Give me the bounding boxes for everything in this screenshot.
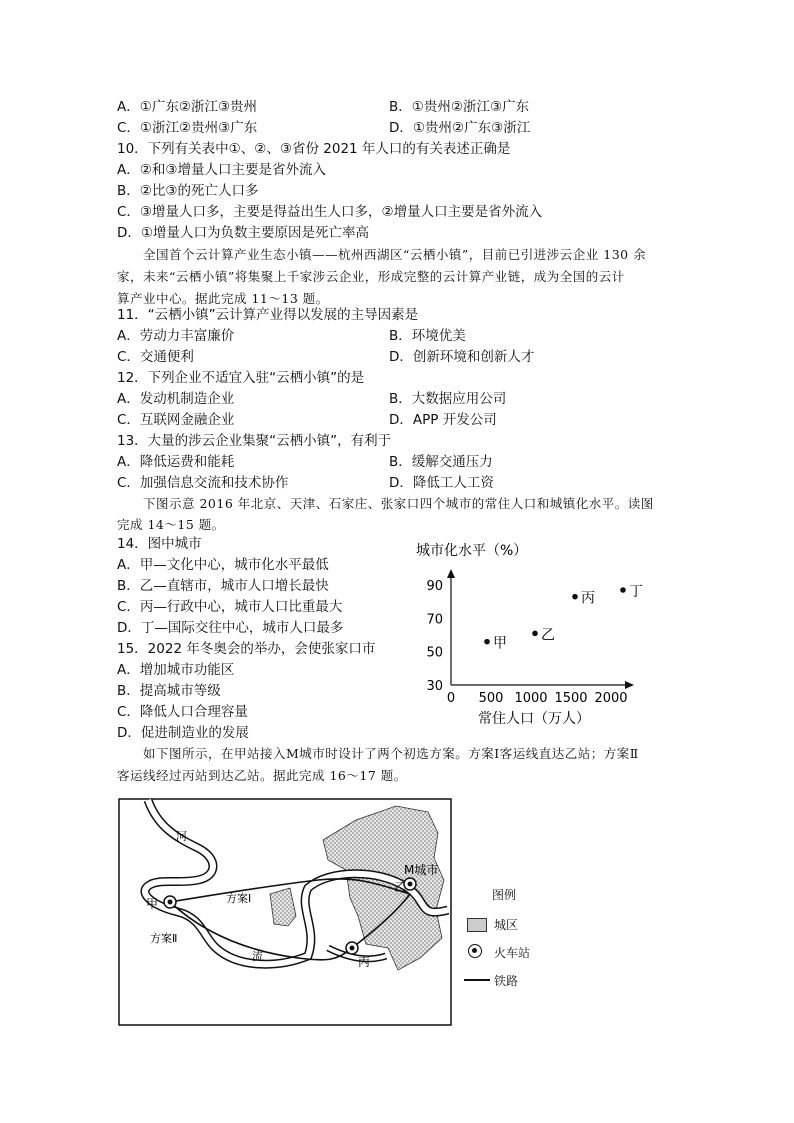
data-point [484, 639, 490, 645]
q12-option-b: B．大数据应用公司 [389, 391, 507, 407]
q12-option-c: C．互联网金融企业 [117, 412, 235, 428]
chart-xlabel: 常住人口（万人） [478, 711, 590, 727]
x-tick-label: 2000 [594, 691, 628, 706]
railway-plan-map [118, 798, 548, 1026]
urbanization-scatter-chart [400, 535, 650, 735]
legend-station-icon [468, 944, 482, 958]
q13-option-b: B．缓解交通压力 [389, 454, 493, 470]
data-point-label: 乙 [541, 627, 555, 644]
q11-stem: 11．“云栖小镇”云计算产业得以发展的主导因素是 [117, 307, 419, 323]
label-station-yi: 乙 [394, 880, 407, 894]
station-bing-dot [350, 946, 355, 951]
x-tick-label: 500 [478, 691, 504, 706]
q13-option-a: A．降低运费和能耗 [117, 454, 235, 470]
y-tick-label: 50 [426, 645, 443, 661]
q10-option-a: A．②和③增量人口主要是省外流入 [117, 162, 326, 178]
x-tick-label: 1000 [514, 691, 548, 706]
legend-station-label: 火车站 [494, 946, 531, 960]
q13-stem: 13．大量的涉云企业集聚“云栖小镇”，有利于 [117, 433, 392, 449]
q13-option-c: C．加强信息交流和技术协作 [117, 475, 289, 491]
q14-option-d: D．丁—国际交往中心，城市人口最多 [117, 620, 344, 636]
legend-rail-line [464, 979, 490, 981]
legend-urban-swatch [467, 918, 487, 932]
x-axis-arrow [625, 681, 634, 689]
legend-urban-label: 城区 [494, 918, 519, 932]
data-point-label: 丁 [629, 584, 643, 600]
y-tick-label: 30 [426, 679, 443, 694]
q15-option-c: C．降低人口合理容量 [117, 704, 248, 720]
y-tick-label: 90 [426, 579, 443, 594]
q11-option-a: A．劳动力丰富廉价 [117, 328, 235, 344]
q11-option-c: C．交通便利 [117, 349, 194, 365]
label-river-1: 河 [176, 830, 187, 843]
q9-option-a: A．①广东②浙江③贵州 [117, 99, 258, 115]
q14-option-b: B．乙—直辖市，城市人口增长最快 [117, 578, 329, 594]
q9-option-d: D．①贵州②广东③浙江 [389, 120, 531, 136]
q9-option-c: C．①浙江②贵州③广东 [117, 120, 258, 136]
x-tick-label: 0 [446, 691, 456, 706]
legend-title: 图例 [492, 888, 517, 902]
data-point [572, 594, 578, 600]
label-plan-2: 方案Ⅱ [150, 932, 178, 945]
passage1-line3: 算产业中心。据此完成 11～13 题。 [117, 291, 329, 306]
q15-option-a: A．增加城市功能区 [117, 662, 235, 678]
label-station-jia: 甲 [146, 897, 159, 911]
label-river-2: 流 [252, 950, 263, 963]
q15-option-d: D．促进制造业的发展 [117, 725, 249, 741]
q13-option-d: D．降低工人工资 [389, 475, 494, 491]
x-tick-label: 1500 [554, 691, 588, 706]
q12-option-d: D．APP 开发公司 [389, 412, 497, 428]
chart-svg [400, 535, 650, 735]
q11-option-d: D．创新环境和创新人才 [389, 349, 535, 365]
q12-stem: 12．下列企业不适宜入驻“云栖小镇”的是 [117, 370, 365, 386]
y-axis-arrow [447, 569, 455, 578]
q15-stem: 15．2022 年冬奥会的举办，会使张家口市 [117, 641, 376, 657]
legend-rail-label: 铁路 [494, 974, 519, 988]
y-tick-label: 70 [426, 612, 443, 628]
q14-option-a: A．甲—文化中心，城市化水平最低 [117, 557, 329, 573]
label-station-bing: 丙 [358, 955, 371, 969]
label-city-m: M城市 [404, 863, 439, 877]
q10-option-c: C．③增量人口多，主要是得益出生人口多，②增量人口主要是省外流入 [117, 204, 543, 220]
passage2-line1: 下图示意 2016 年北京、天津、石家庄、张家口四个城市的常住人口和城镇化水平。读图 [143, 496, 654, 511]
q10-option-d: D．①增量人口为负数主要原因是死亡率高 [117, 225, 369, 241]
q12-option-a: A．发动机制造企业 [117, 391, 235, 407]
station-jia-dot [168, 900, 173, 905]
data-point [532, 631, 538, 637]
q10-option-b: B．②比③的死亡人口多 [117, 183, 259, 199]
data-point-label: 甲 [493, 635, 507, 652]
q14-stem: 14．图中城市 [117, 536, 202, 552]
q9-option-b: B．①贵州②浙江③广东 [389, 99, 530, 115]
data-point [620, 587, 626, 593]
passage1-line2: 家，未来“云栖小镇”将集聚上千家涉云企业，形成完整的云计算产业链，成为全国的云计 [117, 269, 625, 284]
chart-ylabel: 城市化水平（%） [416, 543, 528, 559]
q15-option-b: B．提高城市等级 [117, 683, 221, 699]
label-plan-1: 方案Ⅰ [226, 892, 252, 905]
passage1-line1: 全国首个云计算产业生态小镇——杭州西湖区“云栖小镇”，目前已引进涉云企业 130 余 [143, 247, 647, 262]
q11-option-b: B．环境优美 [389, 328, 466, 344]
passage2-line2: 完成 14～15 题。 [117, 517, 225, 532]
legend-station-dot [472, 948, 477, 953]
q14-option-c: C．丙—行政中心，城市人口比重最大 [117, 599, 343, 615]
q10-stem: 10．下列有关表中①、②、③省份 2021 年人口的有关表述正确是 [117, 141, 511, 157]
passage3-line1: 如下图所示，在甲站接入M城市时设计了两个初选方案。方案Ⅰ客运线直达乙站；方案Ⅱ [143, 746, 639, 761]
station-yi-dot [408, 882, 413, 887]
map-svg [118, 798, 548, 1026]
passage3-line2: 客运线经过丙站到达乙站。据此完成 16～17 题。 [117, 768, 407, 783]
data-point-label: 丙 [581, 590, 595, 607]
